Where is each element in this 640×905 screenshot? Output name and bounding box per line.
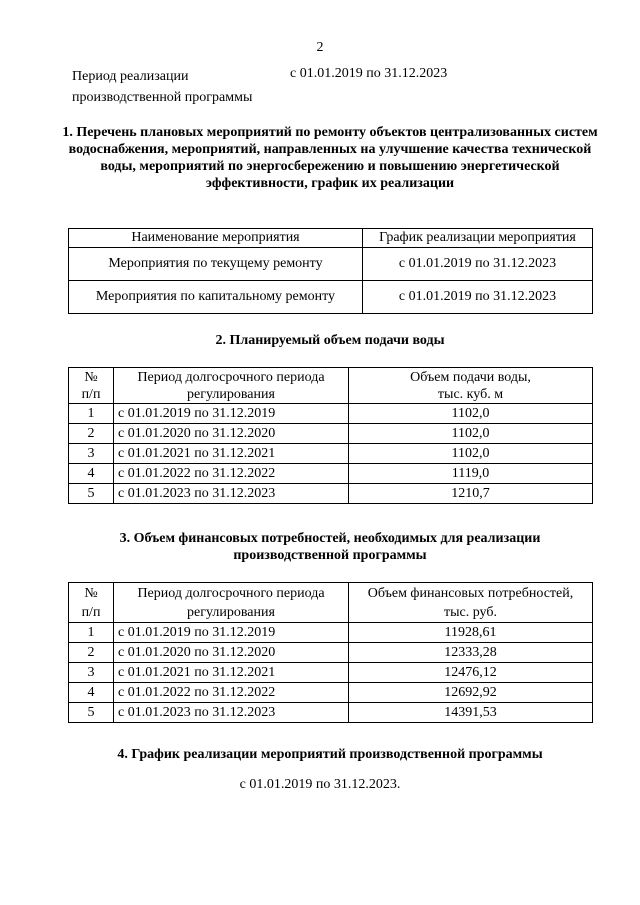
table-row [69, 248, 593, 281]
table-cell: Мероприятия по текущему ремонту [69, 248, 363, 281]
header-line: Период долгосрочного периода [137, 585, 325, 601]
header-line: тыс. куб. м [437, 386, 504, 402]
section1-table [68, 228, 593, 314]
column-header-number [69, 368, 114, 404]
row-number: 5 [69, 484, 114, 504]
column-header-period [114, 583, 349, 623]
table-cell: Мероприятия по капитальному ремонту [69, 281, 363, 314]
table-row [69, 663, 593, 683]
header-line: тыс. руб. [444, 604, 497, 620]
row-period: с 01.01.2020 по 31.12.2020 [114, 424, 349, 444]
column-header-period [114, 368, 349, 404]
table-row [69, 404, 593, 424]
row-number: 3 [69, 663, 114, 683]
table-cell: с 01.01.2019 по 31.12.2023 [363, 248, 593, 281]
row-period: с 01.01.2022 по 31.12.2022 [114, 464, 349, 484]
section4-heading: 4. График реализации мероприятий производственной программы [117, 747, 543, 762]
section4-period: с 01.01.2019 по 31.12.2023. [239, 777, 401, 792]
section3-heading: 3. Объем финансовых потребностей, необходимых для реализации производственной программы [119, 531, 541, 563]
table-row [69, 424, 593, 444]
row-period: с 01.01.2020 по 31.12.2020 [114, 643, 349, 663]
table-row [69, 643, 593, 663]
period-value: с 01.01.2019 по 31.12.2023 [290, 66, 448, 81]
period-label-line1: Период реализации [72, 69, 189, 84]
row-number: 3 [69, 444, 114, 464]
row-value: 12333,28 [349, 643, 593, 663]
row-number: 2 [69, 643, 114, 663]
header-line: регулирования [187, 604, 275, 620]
table-row [69, 484, 593, 504]
header-line: п/п [81, 604, 101, 620]
table-row [69, 444, 593, 464]
row-period: с 01.01.2019 по 31.12.2019 [114, 404, 349, 424]
row-value: 11928,61 [349, 623, 593, 643]
row-period: с 01.01.2021 по 31.12.2021 [114, 444, 349, 464]
section1-heading: 1. Перечень плановых мероприятий по ремонту объектов централизованных систем водоснабжения, мероприятий, направленных на улучшение качества технической воды, мероприятий по энергосбережению и повышению энергетической эффективности, график их реализации [62, 125, 598, 191]
header-line: № [84, 585, 98, 601]
header-line: Объем подачи воды, [410, 369, 531, 385]
table-cell: с 01.01.2019 по 31.12.2023 [363, 281, 593, 314]
column-header-value [349, 368, 593, 404]
row-value: 14391,53 [349, 703, 593, 723]
column-header-number [69, 583, 114, 623]
row-value: 1210,7 [349, 484, 593, 504]
row-number: 4 [69, 464, 114, 484]
row-number: 4 [69, 683, 114, 703]
row-period: с 01.01.2019 по 31.12.2019 [114, 623, 349, 643]
column-header: График реализации мероприятия [363, 229, 593, 248]
row-value: 1102,0 [349, 424, 593, 444]
row-period: с 01.01.2021 по 31.12.2021 [114, 663, 349, 683]
header-line: Объем финансовых потребностей, [367, 585, 574, 601]
row-value: 1102,0 [349, 404, 593, 424]
table-header-row [69, 368, 593, 404]
table-row [69, 683, 593, 703]
table-row [69, 281, 593, 314]
section2-table [68, 367, 593, 504]
header-line: п/п [81, 386, 101, 402]
table-row [69, 464, 593, 484]
row-period: с 01.01.2022 по 31.12.2022 [114, 683, 349, 703]
row-number: 5 [69, 703, 114, 723]
period-label-line2: производственной программы [72, 90, 253, 105]
period-label [72, 66, 252, 108]
row-period: с 01.01.2023 по 31.12.2023 [114, 703, 349, 723]
header-line: Период долгосрочного периода [137, 369, 325, 385]
table-row [69, 703, 593, 723]
header-line: № [84, 369, 98, 385]
row-period: с 01.01.2023 по 31.12.2023 [114, 484, 349, 504]
column-header: Наименование мероприятия [69, 229, 363, 248]
page-number: 2 [316, 40, 324, 55]
row-value: 12692,92 [349, 683, 593, 703]
section3-table [68, 582, 593, 723]
row-number: 1 [69, 623, 114, 643]
section2-heading: 2. Планируемый объем подачи воды [215, 333, 445, 348]
table-header-row [69, 229, 593, 248]
table-row [69, 623, 593, 643]
table-header-row [69, 583, 593, 623]
row-value: 1102,0 [349, 444, 593, 464]
row-value: 1119,0 [349, 464, 593, 484]
row-number: 1 [69, 404, 114, 424]
header-line: регулирования [187, 386, 275, 402]
row-number: 2 [69, 424, 114, 444]
column-header-value [349, 583, 593, 623]
row-value: 12476,12 [349, 663, 593, 683]
